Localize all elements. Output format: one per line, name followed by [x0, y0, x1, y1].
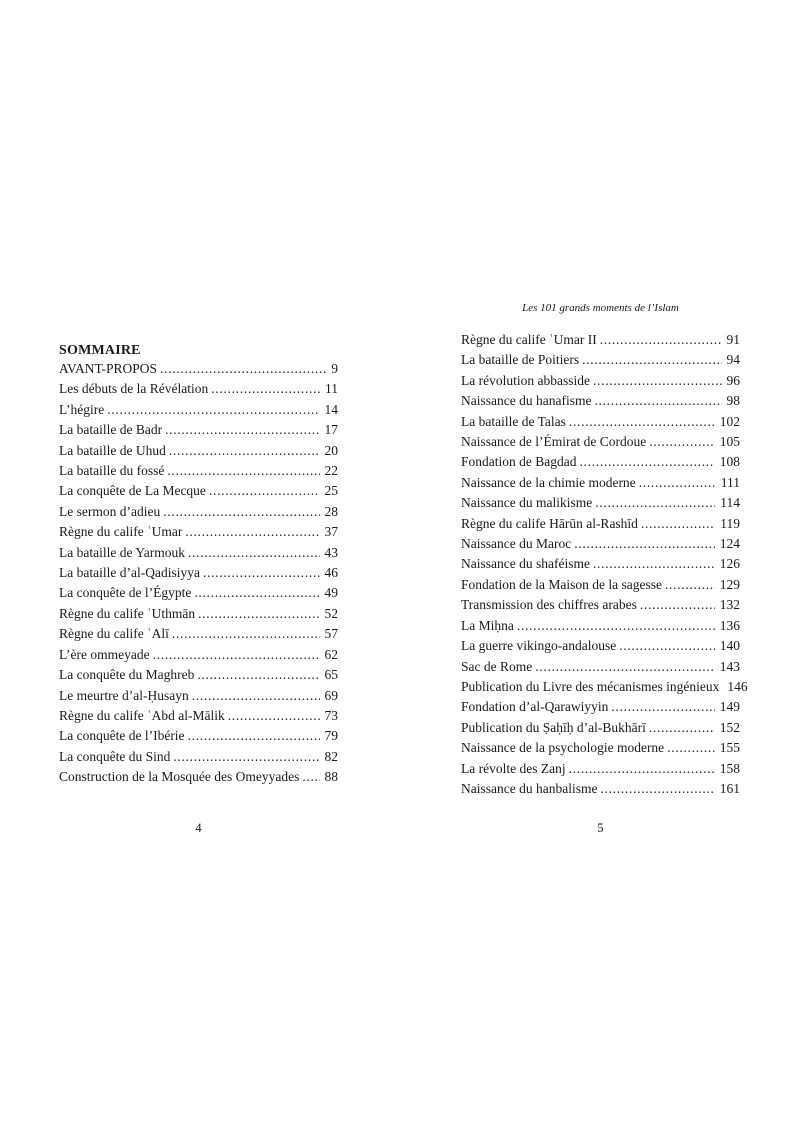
- dot-leader: [169, 441, 320, 461]
- toc-entry-page: 65: [324, 667, 338, 683]
- toc-entry-title: La bataille de Poitiers: [461, 352, 580, 368]
- toc-entry: [461, 575, 740, 595]
- toc-entry-page: 14: [324, 401, 338, 417]
- toc-heading: SOMMAIRE: [59, 343, 141, 359]
- toc-entry: [59, 645, 338, 665]
- toc-entry-title: Publication du Ṣaḥīḥ d’al-Bukhārī: [461, 719, 646, 735]
- toc-entry-page: 140: [719, 638, 740, 654]
- dot-leader: [153, 645, 320, 665]
- toc-entry: [59, 379, 338, 399]
- toc-entry: [59, 747, 338, 767]
- toc-entry: [461, 595, 740, 615]
- toc-entry: [59, 583, 338, 603]
- toc-entry-page: 25: [324, 483, 338, 499]
- toc-entry-title: La conquête de l’Ibérie: [59, 728, 185, 744]
- toc-entry-title: Le meurtre d’al-Ḥusayn: [59, 687, 189, 703]
- toc-entry: [461, 554, 740, 574]
- toc-entry-page: 69: [324, 687, 338, 703]
- toc-entry-page: 158: [719, 760, 740, 776]
- toc-entry-title: Naissance de l’Émirat de Cordoue: [461, 434, 647, 450]
- left-page: [59, 0, 338, 1143]
- dot-leader: [197, 665, 319, 685]
- toc-entry: [59, 461, 338, 481]
- dot-leader: [163, 502, 319, 522]
- toc-entry-title: Règne du calife ʿAlī: [59, 626, 169, 642]
- toc-entry-page: 79: [324, 728, 338, 744]
- toc-entry-page: 88: [324, 769, 338, 785]
- dot-leader: [569, 759, 715, 779]
- dot-leader: [649, 432, 715, 452]
- toc-entry-page: 149: [719, 699, 740, 715]
- toc-entry-title: Fondation d’al-Qarawiyyin: [461, 699, 609, 715]
- toc-entry-page: 9: [331, 361, 338, 376]
- toc-entry-title: Règne du calife ʿUmar II: [461, 332, 597, 347]
- toc-entry: [461, 473, 740, 493]
- page-number-right: 5: [597, 821, 604, 835]
- dot-leader: [172, 624, 320, 644]
- dot-leader: [593, 371, 722, 391]
- toc-entry-page: 17: [324, 422, 338, 438]
- toc-entry-title: La Miḥna: [461, 617, 514, 633]
- dot-leader: [228, 706, 320, 726]
- toc-entry-title: La conquête du Sind: [59, 748, 171, 764]
- toc-entry-title: La bataille de Talas: [461, 413, 566, 429]
- toc-entry: [461, 371, 740, 391]
- dot-leader: [188, 726, 320, 746]
- dot-leader: [641, 514, 715, 534]
- toc-entry: [59, 726, 338, 746]
- toc-entry-page: 105: [719, 434, 740, 450]
- toc-entry-page: 114: [720, 495, 740, 511]
- dot-leader: [667, 738, 715, 758]
- toc-entry-title: Naissance de la psychologie moderne: [461, 740, 665, 756]
- toc-entry: [461, 738, 740, 758]
- dot-leader: [160, 359, 326, 379]
- toc-entry-page: 94: [726, 352, 740, 368]
- toc-entry: [461, 697, 740, 717]
- toc-entry-title: Fondation de la Maison de la sagesse: [461, 576, 662, 592]
- toc-list-right: [461, 330, 748, 799]
- toc-entry: [461, 330, 740, 350]
- toc-entry-page: 126: [719, 556, 740, 572]
- toc-entry: [59, 604, 338, 624]
- toc-entry-title: Les débuts de la Révélation: [59, 381, 209, 397]
- toc-entry: [461, 493, 740, 513]
- toc-entry-title: Règne du calife Hārūn al-Rashīd: [461, 515, 638, 531]
- toc-entry-title: Naissance de la chimie moderne: [461, 474, 636, 490]
- toc-entry-page: 108: [719, 454, 740, 470]
- toc-entry: [59, 543, 338, 563]
- toc-entry-page: 82: [324, 748, 338, 764]
- toc-entry-title: L’ère ommeyade: [59, 646, 150, 662]
- toc-entry-page: 57: [324, 626, 338, 642]
- toc-entry-page: 20: [324, 442, 338, 458]
- dot-leader: [198, 604, 319, 624]
- dot-leader: [569, 412, 715, 432]
- toc-entry: [461, 636, 740, 656]
- dot-leader: [640, 595, 715, 615]
- toc-entry: [461, 718, 740, 738]
- dot-leader: [582, 350, 721, 370]
- toc-entry-title: Règne du calife ʿUmar: [59, 524, 183, 540]
- toc-entry-page: 96: [726, 372, 740, 388]
- dot-leader: [649, 718, 715, 738]
- toc-entry: [59, 665, 338, 685]
- toc-entry-page: 43: [324, 544, 338, 560]
- toc-entry: [461, 514, 740, 534]
- toc-entry: [59, 502, 338, 522]
- dot-leader: [203, 563, 320, 583]
- toc-entry: [461, 759, 740, 779]
- toc-entry-page: 155: [719, 740, 740, 756]
- toc-entry: [59, 441, 338, 461]
- toc-entry: [59, 624, 338, 644]
- toc-entry-title: Sac de Rome: [461, 658, 533, 674]
- toc-entry-title: Publication du Livre des mécanismes ingénieux: [461, 678, 720, 694]
- dot-leader: [600, 330, 722, 350]
- toc-entry-page: 52: [324, 605, 338, 621]
- toc-entry-page: 11: [325, 381, 338, 397]
- dot-leader: [192, 686, 320, 706]
- toc-entry-title: La bataille du fossé: [59, 463, 165, 479]
- toc-entry-page: 28: [324, 503, 338, 519]
- toc-entry-title: Règne du calife ʿUthmān: [59, 605, 196, 621]
- dot-leader: [107, 400, 319, 420]
- toc-entry-page: 143: [719, 658, 740, 674]
- toc-entry-title: La bataille de Uhud: [59, 442, 166, 458]
- toc-entry-title: Fondation de Bagdad: [461, 454, 577, 470]
- toc-entry: [59, 686, 338, 706]
- toc-entry-page: 37: [324, 524, 338, 540]
- toc-entry-title: La révolte des Zanj: [461, 760, 566, 776]
- toc-entry-page: 102: [719, 413, 740, 429]
- toc-entry-page: 62: [324, 646, 338, 662]
- toc-entry-title: La guerre vikingo-andalouse: [461, 638, 617, 654]
- toc-entry: [461, 452, 740, 472]
- dot-leader: [167, 461, 319, 481]
- toc-entry-title: Règne du calife ʿAbd al-Mālik: [59, 707, 225, 723]
- toc-entry-page: 98: [726, 393, 740, 409]
- dot-leader: [665, 575, 715, 595]
- toc-entry-title: La bataille de Badr: [59, 422, 163, 438]
- toc-entry-title: La révolution abbasside: [461, 372, 590, 388]
- dot-leader: [619, 636, 715, 656]
- right-page: [461, 0, 748, 1143]
- toc-list-left: [59, 359, 338, 788]
- toc-entry-page: 119: [720, 515, 740, 531]
- running-header: Les 101 grands moments de l’Islam: [522, 302, 679, 314]
- dot-leader: [185, 522, 319, 542]
- toc-entry-page: 161: [719, 780, 740, 796]
- toc-entry-title: Naissance du shaféisme: [461, 556, 590, 572]
- dot-leader: [535, 657, 715, 677]
- toc-entry-title: La bataille d’al-Qadisiyya: [59, 565, 200, 581]
- toc-entry: [59, 481, 338, 501]
- dot-leader: [302, 767, 319, 787]
- toc-entry: [59, 522, 338, 542]
- toc-entry: [461, 412, 740, 432]
- toc-entry: [461, 677, 748, 697]
- toc-entry: [59, 400, 338, 420]
- toc-entry: [59, 563, 338, 583]
- toc-entry: [461, 350, 740, 370]
- toc-entry: [59, 706, 338, 726]
- toc-entry: [461, 779, 740, 799]
- toc-entry-title: Naissance du hanafisme: [461, 393, 592, 409]
- toc-entry-title: AVANT-PROPOS: [59, 361, 158, 376]
- toc-entry: [461, 534, 740, 554]
- toc-entry-page: 136: [719, 617, 740, 633]
- dot-leader: [194, 583, 319, 603]
- dot-leader: [595, 493, 715, 513]
- toc-entry-title: L’hégire: [59, 401, 105, 417]
- dot-leader: [517, 616, 715, 636]
- dot-leader: [600, 779, 714, 799]
- toc-entry-page: 49: [324, 585, 338, 601]
- dot-leader: [165, 420, 319, 440]
- dot-leader: [593, 554, 715, 574]
- toc-entry: [461, 616, 740, 636]
- toc-entry-page: 152: [719, 719, 740, 735]
- toc-entry-title: La conquête du Maghreb: [59, 667, 195, 683]
- toc-entry-page: 73: [324, 707, 338, 723]
- toc-entry-page: 46: [324, 565, 338, 581]
- toc-entry-title: La conquête de La Mecque: [59, 483, 206, 499]
- toc-entry-page: 91: [726, 332, 740, 347]
- toc-entry-title: La conquête de l’Égypte: [59, 585, 192, 601]
- toc-entry-title: Naissance du malikisme: [461, 495, 593, 511]
- dot-leader: [574, 534, 715, 554]
- toc-entry-title: Le sermon d’adieu: [59, 503, 161, 519]
- toc-entry-page: 146: [727, 678, 748, 694]
- dot-leader: [594, 391, 721, 411]
- toc-entry: [59, 420, 338, 440]
- toc-entry-page: 129: [719, 576, 740, 592]
- toc-entry: [59, 767, 338, 787]
- toc-entry: [461, 432, 740, 452]
- page-number-left: 4: [195, 821, 202, 835]
- dot-leader: [639, 473, 716, 493]
- toc-entry-title: La bataille de Yarmouk: [59, 544, 185, 560]
- dot-leader: [173, 747, 319, 767]
- toc-entry-page: 132: [719, 597, 740, 613]
- dot-leader: [211, 379, 320, 399]
- dot-leader: [579, 452, 714, 472]
- toc-entry-title: Construction de la Mosquée des Omeyyades: [59, 769, 300, 785]
- toc-entry-page: 111: [720, 474, 740, 490]
- dot-leader: [611, 697, 714, 717]
- toc-entry-title: Naissance du Maroc: [461, 536, 572, 552]
- toc-entry: [461, 657, 740, 677]
- toc-entry: [461, 391, 740, 411]
- toc-entry-title: Naissance du hanbalisme: [461, 780, 598, 796]
- toc-entry: [59, 359, 338, 379]
- dot-leader: [209, 481, 320, 501]
- dot-leader: [188, 543, 320, 563]
- toc-entry-page: 124: [719, 536, 740, 552]
- toc-entry-title: Transmission des chiffres arabes: [461, 597, 637, 613]
- toc-entry-page: 22: [324, 463, 338, 479]
